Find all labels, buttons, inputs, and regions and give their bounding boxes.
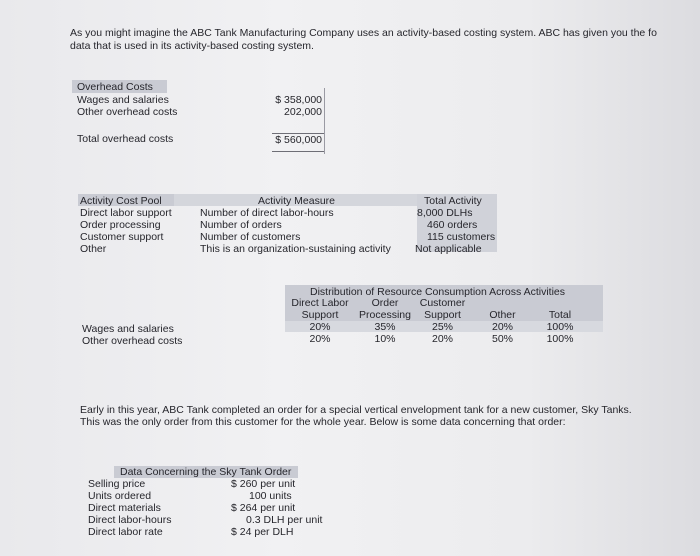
distribution-value: 20% xyxy=(431,333,453,345)
order-row-label: Direct materials xyxy=(88,502,161,514)
col-header: Total xyxy=(548,309,572,321)
distribution-value: 20% xyxy=(309,321,331,333)
activity-total: 115 customers xyxy=(427,231,496,243)
activity-pool: Order processing xyxy=(80,219,161,231)
activity-pool: Direct labor support xyxy=(80,207,172,219)
order-note xyxy=(80,404,632,428)
distribution-value: 25% xyxy=(431,321,453,333)
overhead-row-value: $ 358,000 xyxy=(275,94,322,106)
activity-total: 460 orders xyxy=(427,219,478,231)
activity-pool: Customer support xyxy=(80,231,164,243)
activity-total: Not applicable xyxy=(415,243,482,255)
activity-measure: This is an organization-sustaining activity xyxy=(200,243,391,255)
activity-cost-pool-table xyxy=(78,191,500,261)
distribution-title: Distribution of Resource Consumption Across Activities xyxy=(310,286,566,298)
col-pool-header: Activity Cost Pool xyxy=(80,195,162,207)
distribution-row-label: Wages and salaries xyxy=(82,323,174,335)
distribution-value: 20% xyxy=(309,333,331,345)
activity-pool: Other xyxy=(80,243,107,255)
order-row-value: $ 264 per unit xyxy=(231,502,296,514)
order-title: Data Concerning the Sky Tank Order xyxy=(120,466,292,478)
sky-tank-order-table xyxy=(86,466,326,546)
overhead-row-value: 202,000 xyxy=(284,106,322,118)
col-header: Direct Labor xyxy=(291,297,349,309)
intro-paragraph xyxy=(70,27,700,53)
order-row-label: Direct labor-hours xyxy=(88,514,172,526)
activity-measure: Number of direct labor-hours xyxy=(200,207,334,219)
order-row-value: 100 units xyxy=(249,490,292,502)
overhead-row-label: Other overhead costs xyxy=(77,106,178,118)
order-row-label: Selling price xyxy=(88,478,146,490)
activity-total: 8,000 DLHs xyxy=(417,207,473,219)
distribution-value: 10% xyxy=(374,333,396,345)
overhead-costs-table xyxy=(72,80,334,154)
divider xyxy=(324,88,325,154)
col-header: Order xyxy=(371,297,399,309)
distribution-value: 100% xyxy=(546,321,574,333)
col-total-header: Total Activity xyxy=(424,195,482,207)
distribution-table xyxy=(80,285,604,355)
distribution-value: 50% xyxy=(491,333,513,345)
overhead-row-label: Wages and salaries xyxy=(77,94,169,106)
col-header: Support xyxy=(424,309,461,321)
order-row-label: Direct labor rate xyxy=(88,526,163,538)
note-line-1: Early in this year, ABC Tank completed an order for a special vertical envelopment tank for a new customer, Sky Tanks. xyxy=(80,404,632,416)
col-measure-header: Activity Measure xyxy=(258,195,336,207)
col-header: Processing xyxy=(359,309,411,321)
activity-measure: Number of orders xyxy=(200,219,282,231)
distribution-value: 35% xyxy=(374,321,396,333)
distribution-row-label: Other overhead costs xyxy=(82,335,183,347)
col-header: Customer xyxy=(419,297,466,309)
intro-line-2: data that is used in its activity-based costing system. xyxy=(70,40,314,52)
order-row-value: 0.3 DLH per unit xyxy=(246,514,323,526)
total-rule xyxy=(272,151,324,152)
distribution-value: 20% xyxy=(491,321,513,333)
order-row-value: $ 24 per DLH xyxy=(231,526,294,538)
order-row-value: $ 260 per unit xyxy=(231,478,296,490)
col-header: Other xyxy=(489,309,516,321)
note-line-2: This was the only order from this customer for the whole year. Below is some data concerning that order: xyxy=(80,416,566,428)
overhead-total-label: Total overhead costs xyxy=(77,133,174,145)
order-row-label: Units ordered xyxy=(88,490,152,502)
intro-line-1: As you might imagine the ABC Tank Manufacturing Company uses an activity-based costing system. ABC has given you the fo xyxy=(70,27,657,39)
overhead-total-value: $ 560,000 xyxy=(275,134,322,146)
overhead-header: Overhead Costs xyxy=(77,81,153,93)
distribution-value: 100% xyxy=(546,333,574,345)
col-header: Support xyxy=(301,309,339,321)
activity-measure: Number of customers xyxy=(200,231,301,243)
